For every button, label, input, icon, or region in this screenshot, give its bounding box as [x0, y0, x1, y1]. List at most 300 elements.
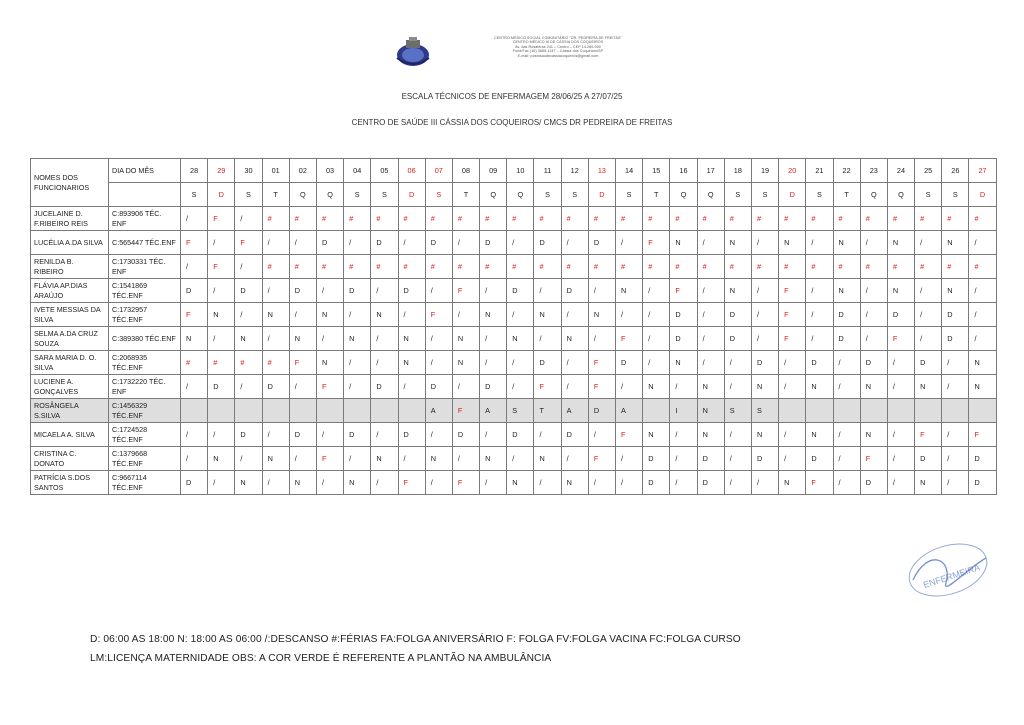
shift-cell: /	[833, 471, 860, 495]
shift-cell: /	[289, 447, 316, 471]
shift-cell: /	[724, 471, 751, 495]
employee-registration: C:893906 TÉC. ENF	[109, 207, 181, 231]
shift-cell: F	[181, 231, 208, 255]
shift-cell: /	[316, 471, 343, 495]
weekday-letter: S	[534, 183, 561, 207]
shift-cell: #	[561, 255, 588, 279]
shift-cell: D	[806, 351, 833, 375]
weekday-letter: T	[262, 183, 289, 207]
shift-cell: /	[833, 351, 860, 375]
shift-cell: /	[316, 327, 343, 351]
shift-cell: N	[452, 327, 479, 351]
shift-cell: /	[887, 423, 914, 447]
shift-cell: /	[942, 423, 969, 447]
shift-cell: /	[643, 351, 670, 375]
shift-cell: #	[371, 255, 398, 279]
shift-cell: /	[833, 447, 860, 471]
shift-cell: /	[697, 279, 724, 303]
shift-cell: /	[181, 207, 208, 231]
shift-cell: D	[208, 375, 235, 399]
day-number: 14	[616, 159, 643, 183]
shift-cell: D	[344, 279, 371, 303]
shift-cell: D	[561, 423, 588, 447]
shift-cell: /	[806, 279, 833, 303]
shift-cell: /	[724, 447, 751, 471]
shift-cell: N	[833, 231, 860, 255]
shift-cell: /	[425, 471, 452, 495]
shift-cell: /	[887, 447, 914, 471]
signature-stamp	[898, 528, 998, 610]
shift-cell: /	[670, 423, 697, 447]
employee-name: JUCELAINE D. F.RIBEIRO REIS	[31, 207, 109, 231]
shift-cell: D	[588, 399, 615, 423]
shift-cell: F	[588, 375, 615, 399]
weekday-letter: S	[425, 183, 452, 207]
shift-cell: /	[371, 327, 398, 351]
shift-cell: N	[534, 303, 561, 327]
shift-cell	[316, 399, 343, 423]
shift-cell: N	[724, 231, 751, 255]
header-day-of-month: DIA DO MÊS	[109, 159, 181, 183]
weekday-letter: S	[942, 183, 969, 207]
shift-cell: D	[480, 375, 507, 399]
shift-cell: /	[561, 351, 588, 375]
day-number: 05	[371, 159, 398, 183]
employee-registration: C:565447 TÉC.ENF	[109, 231, 181, 255]
shift-cell: N	[697, 423, 724, 447]
shift-cell: /	[344, 351, 371, 375]
shift-cell: /	[371, 279, 398, 303]
shift-cell: #	[289, 255, 316, 279]
shift-cell: /	[181, 375, 208, 399]
table-row	[31, 207, 997, 231]
shift-cell: F	[616, 327, 643, 351]
shift-cell: F	[398, 471, 425, 495]
shift-cell	[262, 399, 289, 423]
shift-cell: D	[860, 471, 887, 495]
shift-cell: #	[833, 255, 860, 279]
shift-cell: N	[942, 231, 969, 255]
shift-cell: /	[969, 279, 996, 303]
shift-cell	[915, 399, 942, 423]
shift-cell	[235, 399, 262, 423]
shift-cell: /	[181, 423, 208, 447]
shift-cell: D	[507, 279, 534, 303]
shift-cell: /	[235, 447, 262, 471]
shift-cell: /	[561, 375, 588, 399]
shift-cell: #	[344, 255, 371, 279]
shift-cell: /	[588, 471, 615, 495]
weekday-letter: S	[561, 183, 588, 207]
header-blank	[109, 183, 181, 207]
weekday-letter: S	[181, 183, 208, 207]
day-number: 16	[670, 159, 697, 183]
shift-cell: /	[806, 327, 833, 351]
shift-cell: D	[942, 327, 969, 351]
day-number: 18	[724, 159, 751, 183]
shift-cell: D	[670, 327, 697, 351]
shift-cell: #	[534, 255, 561, 279]
shift-cell: /	[425, 351, 452, 375]
shift-cell: #	[480, 207, 507, 231]
shift-cell: #	[425, 255, 452, 279]
day-number: 11	[534, 159, 561, 183]
shift-cell: #	[887, 255, 914, 279]
shift-cell: D	[887, 303, 914, 327]
shift-cell: /	[289, 303, 316, 327]
employee-registration: C:1730331 TÉC. ENF	[109, 255, 181, 279]
shift-cell: /	[833, 423, 860, 447]
shift-cell: N	[262, 447, 289, 471]
shift-cell: N	[398, 327, 425, 351]
weekday-letter: Q	[316, 183, 343, 207]
shift-cell: D	[235, 279, 262, 303]
shift-cell: /	[860, 327, 887, 351]
shift-cell: #	[262, 207, 289, 231]
shift-cell: D	[806, 447, 833, 471]
shift-cell: D	[724, 327, 751, 351]
shift-cell: /	[860, 303, 887, 327]
shift-cell: #	[915, 255, 942, 279]
shift-cell: #	[969, 255, 996, 279]
shift-cell: /	[670, 471, 697, 495]
shift-cell: /	[507, 231, 534, 255]
shift-cell: D	[425, 231, 452, 255]
table-row	[31, 279, 997, 303]
shift-cell: /	[616, 303, 643, 327]
shift-cell: N	[751, 423, 778, 447]
shift-cell: /	[398, 231, 425, 255]
weekday-letter: T	[833, 183, 860, 207]
shift-cell: /	[779, 423, 806, 447]
shift-cell: F	[588, 351, 615, 375]
employee-registration: C:1732220 TÉC. ENF	[109, 375, 181, 399]
shift-cell: #	[452, 255, 479, 279]
shift-cell: /	[262, 327, 289, 351]
shift-cell: /	[452, 231, 479, 255]
shift-cell: D	[371, 231, 398, 255]
shift-cell: N	[588, 303, 615, 327]
shift-cell: D	[398, 423, 425, 447]
shift-cell: F	[452, 279, 479, 303]
shift-cell: N	[452, 351, 479, 375]
shift-cell	[208, 399, 235, 423]
day-number: 02	[289, 159, 316, 183]
shift-cell: /	[480, 351, 507, 375]
shift-cell: /	[534, 423, 561, 447]
shift-cell: N	[670, 231, 697, 255]
shift-cell: /	[670, 447, 697, 471]
shift-cell: /	[616, 471, 643, 495]
shift-cell: D	[616, 351, 643, 375]
shift-cell: S	[507, 399, 534, 423]
shift-cell: F	[235, 231, 262, 255]
shift-cell: /	[262, 231, 289, 255]
shift-cell: #	[316, 255, 343, 279]
shift-cell: A	[616, 399, 643, 423]
shift-cell: N	[887, 279, 914, 303]
shift-cell: #	[561, 207, 588, 231]
shift-cell: /	[833, 375, 860, 399]
employee-name: IVETE MESSIAS DA SILVA	[31, 303, 109, 327]
shift-cell: A	[480, 399, 507, 423]
shift-cell: F	[860, 447, 887, 471]
shift-cell	[344, 399, 371, 423]
shift-cell: /	[969, 303, 996, 327]
shift-cell: #	[724, 255, 751, 279]
shift-cell: N	[344, 471, 371, 495]
day-number: 12	[561, 159, 588, 183]
table-row	[31, 447, 997, 471]
shift-cell: /	[806, 231, 833, 255]
shift-cell: S	[724, 399, 751, 423]
employee-name: ROSÂNGELA S.SILVA	[31, 399, 109, 423]
weekday-letter: S	[616, 183, 643, 207]
shift-cell: S	[751, 399, 778, 423]
shift-cell: D	[643, 447, 670, 471]
shift-cell: /	[915, 327, 942, 351]
shift-cell: /	[344, 231, 371, 255]
shift-cell: N	[235, 471, 262, 495]
shift-cell: N	[751, 375, 778, 399]
shift-cell: /	[289, 375, 316, 399]
shift-cell: D	[643, 471, 670, 495]
shift-cell: D	[262, 375, 289, 399]
shift-cell: T	[534, 399, 561, 423]
shift-cell: N	[507, 471, 534, 495]
shift-cell	[887, 399, 914, 423]
employee-name: FLÁVIA AP.DIAS ARAÚJO	[31, 279, 109, 303]
day-number: 24	[887, 159, 914, 183]
shift-cell: N	[208, 447, 235, 471]
shift-cell: /	[697, 303, 724, 327]
shift-cell: /	[779, 375, 806, 399]
shift-cell: N	[398, 351, 425, 375]
day-number: 30	[235, 159, 262, 183]
institution-header	[458, 36, 658, 58]
day-number: 07	[425, 159, 452, 183]
shift-cell	[833, 399, 860, 423]
shift-cell: A	[561, 399, 588, 423]
shift-cell	[181, 399, 208, 423]
shift-cell: #	[670, 255, 697, 279]
shift-cell: /	[316, 423, 343, 447]
schedule-table	[30, 158, 997, 495]
shift-cell: /	[344, 303, 371, 327]
shift-cell: /	[779, 351, 806, 375]
shift-cell: N	[561, 471, 588, 495]
employee-registration: C:1456329 TÉC.ENF	[109, 399, 181, 423]
shift-cell: D	[751, 351, 778, 375]
table-row	[31, 375, 997, 399]
shift-cell: N	[915, 471, 942, 495]
shift-cell: #	[915, 207, 942, 231]
shift-cell: #	[860, 207, 887, 231]
employee-name: MICAELA A. SILVA	[31, 423, 109, 447]
shift-cell: /	[208, 231, 235, 255]
shift-cell: /	[887, 375, 914, 399]
weekday-letter: T	[643, 183, 670, 207]
shift-cell: /	[751, 231, 778, 255]
shift-cell: /	[751, 303, 778, 327]
weekday-letter: S	[915, 183, 942, 207]
shift-cell: /	[398, 447, 425, 471]
shift-cell: #	[398, 255, 425, 279]
shift-cell: #	[616, 255, 643, 279]
shift-cell: /	[616, 447, 643, 471]
shift-cell: N	[507, 327, 534, 351]
shift-cell: #	[452, 207, 479, 231]
shift-cell: #	[751, 207, 778, 231]
shift-cell: N	[181, 327, 208, 351]
day-number: 22	[833, 159, 860, 183]
shift-cell: N	[942, 279, 969, 303]
day-number: 29	[208, 159, 235, 183]
shift-cell: N	[860, 375, 887, 399]
shift-cell: /	[534, 327, 561, 351]
weekday-letter: D	[208, 183, 235, 207]
shift-cell	[969, 399, 996, 423]
shift-cell: /	[643, 327, 670, 351]
shift-cell: F	[208, 255, 235, 279]
shift-cell: N	[779, 231, 806, 255]
shift-cell	[398, 399, 425, 423]
shift-cell: F	[616, 423, 643, 447]
shift-cell: /	[507, 303, 534, 327]
shift-cell: /	[887, 471, 914, 495]
shift-cell: N	[289, 471, 316, 495]
shift-cell: /	[208, 423, 235, 447]
day-number: 06	[398, 159, 425, 183]
shift-cell: /	[262, 423, 289, 447]
shift-cell: #	[235, 351, 262, 375]
shift-cell: D	[181, 279, 208, 303]
shift-cell: F	[452, 399, 479, 423]
shift-cell: D	[316, 231, 343, 255]
shift-cell: N	[480, 447, 507, 471]
shift-cell: /	[697, 327, 724, 351]
shift-cell: /	[235, 303, 262, 327]
weekday-letter: S	[806, 183, 833, 207]
shift-cell: /	[915, 303, 942, 327]
shift-cell: /	[915, 279, 942, 303]
shift-cell: /	[969, 231, 996, 255]
shift-cell: #	[670, 207, 697, 231]
shift-cell	[779, 399, 806, 423]
weekday-letter: Q	[697, 183, 724, 207]
weekday-letter: S	[371, 183, 398, 207]
shift-cell: /	[779, 447, 806, 471]
employee-registration: C:9667114 TÉC.ENF	[109, 471, 181, 495]
institution-line: CENTRO MÉDICO III DE CÁSSIA DOS COQUEIROS	[512, 40, 604, 45]
weekday-letter: D	[398, 183, 425, 207]
shift-cell: /	[208, 327, 235, 351]
shift-cell: N	[344, 327, 371, 351]
shift-cell: N	[289, 327, 316, 351]
shift-cell: N	[806, 423, 833, 447]
shift-cell: F	[316, 447, 343, 471]
day-number: 19	[751, 159, 778, 183]
weekday-letter: Q	[887, 183, 914, 207]
day-number: 20	[779, 159, 806, 183]
shift-cell	[806, 399, 833, 423]
weekday-letter: Q	[480, 183, 507, 207]
shift-cell: #	[643, 207, 670, 231]
shift-cell: #	[942, 255, 969, 279]
shift-cell: D	[452, 423, 479, 447]
institution-line: E-mail: postosaudecassiacoqueiros@gmail.com	[517, 53, 599, 58]
shift-cell: /	[942, 447, 969, 471]
shift-cell: F	[588, 447, 615, 471]
shift-cell: /	[208, 279, 235, 303]
table-row	[31, 231, 997, 255]
weekday-letter: D	[588, 183, 615, 207]
shift-cell: N	[262, 303, 289, 327]
shift-cell: #	[289, 207, 316, 231]
shift-cell: D	[833, 303, 860, 327]
table-row	[31, 255, 997, 279]
shift-cell: /	[507, 351, 534, 375]
shift-cell: N	[915, 375, 942, 399]
employee-name: SARA MARIA D. O. SILVA	[31, 351, 109, 375]
shift-cell: #	[262, 351, 289, 375]
shift-cell: #	[507, 255, 534, 279]
shift-cell: /	[588, 423, 615, 447]
weekday-letter: S	[751, 183, 778, 207]
shift-cell: #	[208, 351, 235, 375]
shift-cell: #	[697, 207, 724, 231]
shift-cell: N	[724, 279, 751, 303]
shift-cell: F	[779, 303, 806, 327]
weekday-letter: Q	[860, 183, 887, 207]
shift-cell: #	[806, 207, 833, 231]
shift-cell: D	[697, 447, 724, 471]
shift-cell: F	[779, 327, 806, 351]
shift-cell: D	[398, 279, 425, 303]
header-names: NOMES DOS FUNCIONARIOS	[31, 159, 109, 207]
legend-line-1: D: 06:00 AS 18:00 N: 18:00 AS 06:00 /:DESCANSO #:FÉRIAS FA:FOLGA ANIVERSÁRIO F: FOLGA FV:FOLGA VACINA FC:FOLGA CURSO	[90, 634, 741, 645]
employee-name: CRISTINA C. DONATO	[31, 447, 109, 471]
weekday-letter: T	[452, 183, 479, 207]
shift-cell: #	[181, 351, 208, 375]
day-number: 04	[344, 159, 371, 183]
shift-cell: D	[942, 303, 969, 327]
employee-name: LUCIENE A. GONÇALVES	[31, 375, 109, 399]
weekday-row	[31, 183, 997, 207]
shift-cell: D	[561, 279, 588, 303]
shift-cell: D	[969, 471, 996, 495]
day-number: 03	[316, 159, 343, 183]
employee-registration: C:1541869 TÉC.ENF	[109, 279, 181, 303]
weekday-letter: Q	[507, 183, 534, 207]
shift-cell: F	[670, 279, 697, 303]
shift-cell: /	[942, 375, 969, 399]
shift-cell: N	[316, 351, 343, 375]
shift-cell: /	[480, 423, 507, 447]
employee-registration: C:389380 TÉC.ENF	[109, 327, 181, 351]
employee-name: SELMA A.DA CRUZ SOUZA	[31, 327, 109, 351]
legend-line-2: LM:LICENÇA MATERNIDADE OBS: A COR VERDE É REFERENTE A PLANTÃO NA AMBULÂNCIA	[90, 653, 552, 664]
shift-cell: /	[751, 279, 778, 303]
shift-cell: /	[643, 279, 670, 303]
shift-cell: /	[480, 327, 507, 351]
shift-cell: /	[751, 327, 778, 351]
shift-cell: #	[480, 255, 507, 279]
shift-cell: N	[697, 399, 724, 423]
shift-cell: D	[289, 423, 316, 447]
shift-cell: /	[887, 351, 914, 375]
employee-registration: C:1724528 TÉC.ENF	[109, 423, 181, 447]
